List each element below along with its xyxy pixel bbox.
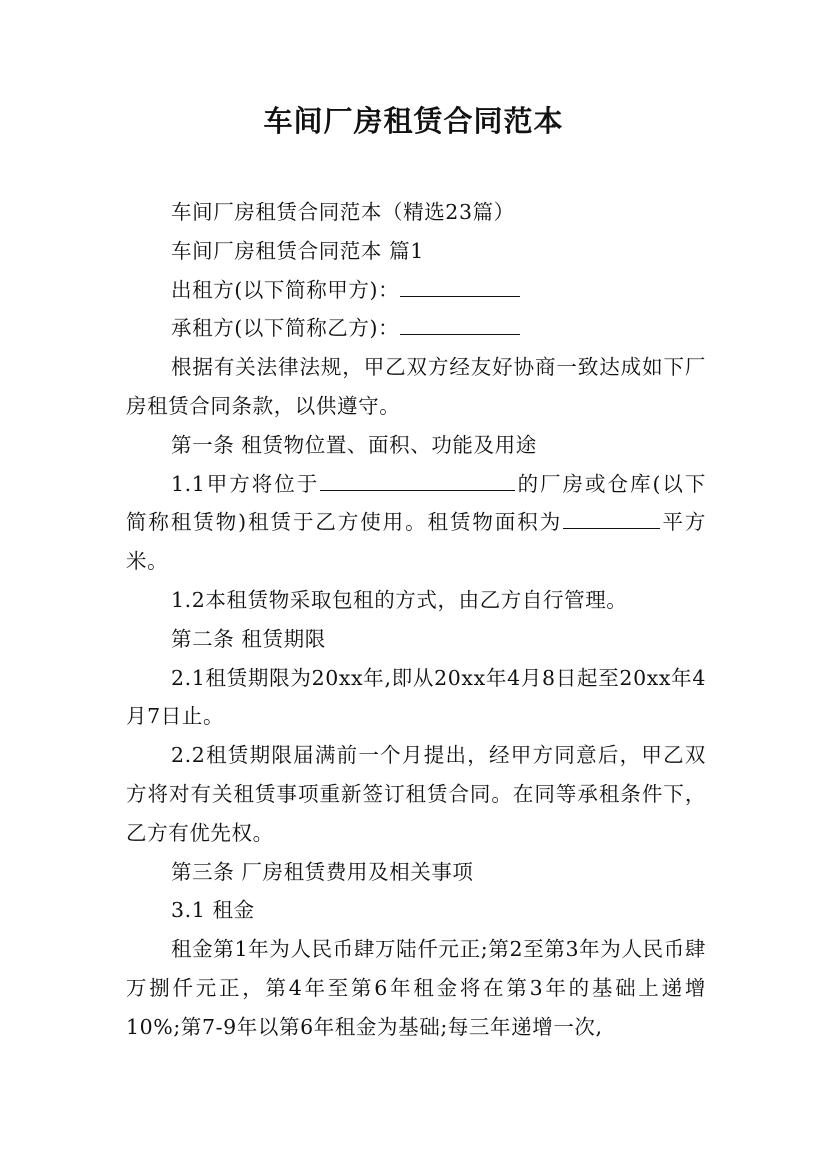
document-body <box>126 193 706 1047</box>
clause-1-1-part-c: 平方米。 <box>126 510 707 574</box>
document-title: 车间厂房租赁合同范本 <box>263 104 564 138</box>
paragraph-preamble: 根据有关法律法规，甲乙双方经友好协商一致达成如下厂房租赁合同条款，以供遵守。 <box>126 355 706 418</box>
paragraph-rent: 租金第1年为人民币肆万陆仟元正;第2至第3年为人民币肆万捌仟元正，第4年至第6年租金将在第3年的基础上递增10%;第7-9年以第6年租金为基础;每三年递增一次, <box>126 937 706 1039</box>
paragraph-2-1: 2.1租赁期限为20xx年,即从20xx年4月8日起至20xx年4月7日止。 <box>126 665 706 729</box>
clause-1-1-part-a: 1.1甲方将位于 <box>171 471 320 496</box>
lessee-label: 承租方(以下简称乙方)： <box>171 316 400 341</box>
paragraph-article-3: 第三条 厂房租赁费用及相关事项 <box>171 859 474 884</box>
paragraph-lessee <box>126 309 706 348</box>
paragraph-lessor <box>126 271 706 310</box>
paragraph-article-1: 第一条 租赁物位置、面积、功能及用途 <box>171 432 537 457</box>
area-blank <box>563 508 660 529</box>
lessor-blank <box>400 276 520 297</box>
paragraph-subtitle: 车间厂房租赁合同范本（精选23篇） <box>171 200 515 224</box>
location-blank <box>320 470 515 491</box>
paragraph-section-heading: 车间厂房租赁合同范本 篇1 <box>171 238 424 263</box>
paragraph-1-2: 1.2本租赁物采取包租的方式，由乙方自行管理。 <box>171 587 628 612</box>
paragraph-3-1: 3.1 租金 <box>171 898 255 923</box>
paragraph-1-1 <box>126 465 706 581</box>
paragraph-article-2: 第二条 租赁期限 <box>171 626 326 651</box>
paragraph-2-2: 2.2租赁期限届满前一个月提出，经甲方同意后，甲乙双方将对有关租赁事项重新签订租赁合同。在同等承租条件下，乙方有优先权。 <box>126 743 706 845</box>
lessee-blank <box>400 314 520 335</box>
clause-1-1-part-b: 的厂房或仓库(以下简称租赁物)租赁于乙方使用。租赁物面积为 <box>126 471 706 535</box>
lessor-label: 出租方(以下简称甲方)： <box>171 277 400 302</box>
